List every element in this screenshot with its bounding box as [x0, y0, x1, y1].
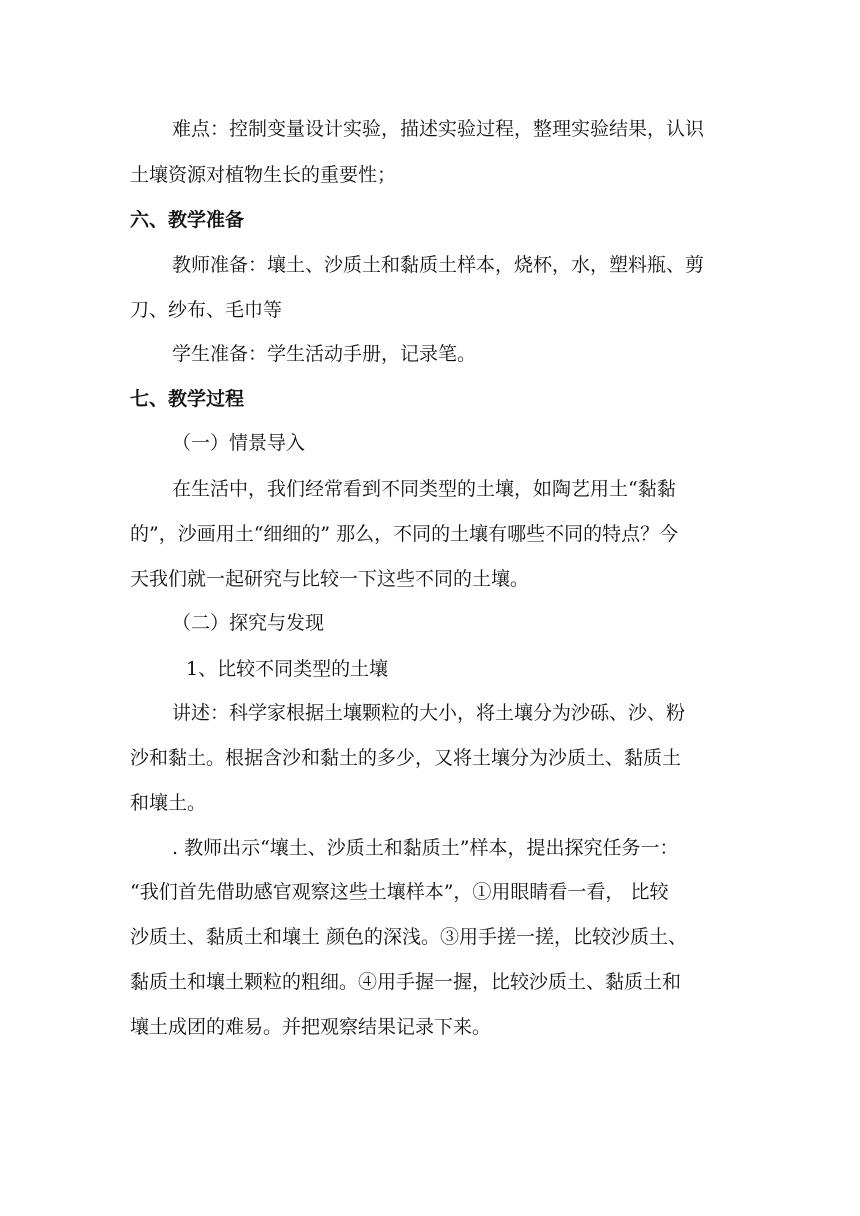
paragraph-teacher-prep-line-2: 刀、纱布、毛巾等 [130, 299, 283, 321]
paragraph-task-line-1: . 教师出示“壤土、沙质土和黏质土”样本，提出探究任务一： [172, 837, 679, 859]
paragraph-task-line-3: 沙质土、黏质土和壤土 颜色的深浅。③用手搓一搓，比较沙质土、 [130, 926, 688, 948]
paragraph-task-line-5: 壤土成团的难易。并把观察结果记录下来。 [130, 1016, 492, 1038]
paragraph-task-line-4: 黏质土和壤土颗粒的粗细。④用手握一握，比较沙质土、黏质土和 [130, 971, 682, 993]
subheading-scenario-intro: （一）情景导入 [172, 432, 306, 454]
paragraph-difficulty-line-1: 难点：控制变量设计实验，描述实验过程，整理实验结果，认识 [172, 118, 705, 140]
paragraph-intro-line-1: 在生活中，我们经常看到不同类型的土壤，如陶艺用土“黏黏 [172, 478, 676, 500]
paragraph-explanation-line-3: 和壤土。 [130, 792, 207, 814]
subheading-explore-discover: （二）探究与发现 [172, 612, 325, 634]
section-heading-teaching-preparation: 六、教学准备 [130, 209, 245, 231]
paragraph-explanation-line-2: 沙和黏土。根据含沙和黏土的多少，又将土壤分为沙质土、黏质土 [130, 747, 682, 769]
paragraph-explanation-line-1: 讲述：科学家根据土壤颗粒的大小，将土壤分为沙砾、沙、粉 [172, 702, 686, 724]
paragraph-difficulty-line-2: 土壤资源对植物生长的重要性； [130, 164, 397, 186]
paragraph-task-line-2: “我们首先借助感官观察这些土壤样本”，①用眼睛看一看， 比较 [130, 881, 669, 903]
paragraph-intro-line-3: 天我们就一起研究与比较一下这些不同的土壤。 [130, 568, 530, 590]
paragraph-student-prep: 学生准备：学生活动手册，记录笔。 [172, 343, 477, 365]
paragraph-intro-line-2: 的”，沙画用土“细细的” 那么，不同的土壤有哪些不同的特点？今 [130, 523, 679, 545]
subheading-compare-soil-types: 1、比较不同类型的土壤 [186, 658, 389, 680]
section-heading-teaching-process: 七、教学过程 [130, 388, 245, 410]
paragraph-teacher-prep-line-1: 教师准备：壤土、沙质土和黏质土样本，烧杯，水，塑料瓶、剪 [172, 254, 705, 276]
